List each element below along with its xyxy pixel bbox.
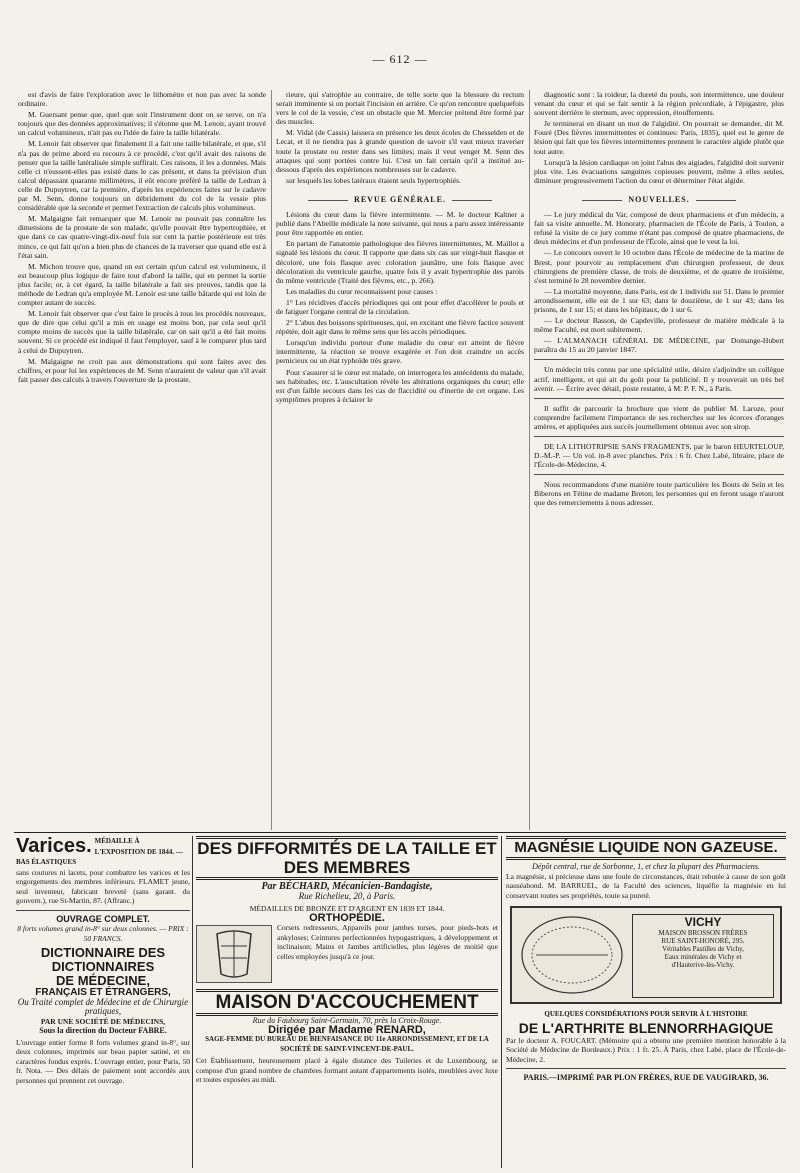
paragraph: diagnostic sont : la roideur, la dureté du pouls, son intermittence, une douleur venant du cœur et qui se fait sentir à la région précordiale, à l'épigastre, plus souvent derrière le sternum, avec oppression, étouffements. [534, 90, 784, 118]
bechard-medals: MÉDAILLES DE BRONZE ET D'ARGENT EN 1839 ET 1844. [249, 904, 445, 913]
ad-sub: 8 forts volumes grand in-8° sur deux colonnes. — PRIX : 50 FRANCS. [17, 924, 189, 943]
ortho-text: Corsets redresseurs, Appareils pour jambes torses, pour pieds-bots et ankyloses; Ceintures perfectionnées hypogastriques, à développement et inclinaison; Mains et Jambes artificielles, plus légères de moitié que celles employées jusqu'à ce jour. [277, 923, 498, 961]
dict-title-4: Ou Traité complet de Médecine et de Chirurgie pratiques, [17, 996, 189, 1016]
paragraph: Il suffit de parcourir la brochure que vient de publier M. Laroze, pour comprendre facilement l'importance de ses recherches sur les écorces d'oranges amères, et appliquées aux succès journellement obtenus avec son sirop. [534, 403, 784, 431]
news-item: — L'ALMANACH GÉNÉRAL DE MÉDECINE, par Domange-Hubert paraîtra du 15 au 20 janvier 1847. [534, 336, 784, 355]
dict-title-3: FRANÇAIS ET ÉTRANGERS, [35, 987, 171, 998]
ad-divider [192, 836, 193, 1168]
paragraph: Je terminerai en disant un mot de l'algidité. On pourrait se demander, dit M. Fouré (Des fièvres intermittentes et continues: Paris, 1835), quel est le genre de lésion qui fait que les fièvres intermittentes prennent le caractère algide plutôt que tout autre. [534, 119, 784, 156]
news-item: — Le docteur Basson, de Capdeville, professeur de matière médicale à la même Faculté, est mort subitement. [534, 316, 784, 335]
column-3 [534, 90, 784, 832]
news-item: — Le concours ouvert le 10 octobre dans l'École de médecine de la marine de Brest, pour pourvoir au remplacement d'un chirurgien professeur, de deux chirurgiens de première classe, de trois de deuxième, et de quatre de troisième, s'est terminé le 28 novembre dernier. [534, 248, 784, 285]
ad-magnesie-vichy-arthrite [506, 836, 786, 1166]
ad-varices-dictionnaire [16, 836, 190, 1166]
bechard-name: Par BÉCHARD, Mécanicien-Bandagiste, [261, 881, 433, 892]
paragraph: Pour s'assurer si le cœur est malade, on interrogera les antécédents du malade, ses habitudes, etc. L'auscultation révèle les altérations organiques du cœur; elle est d'un faible secours dans les cas de flaccidité ou d'inertie de cet organe. Les symptômes propres à éclairer le [276, 367, 524, 404]
vichy-line: Véritables Pastilles de Vichy, [662, 945, 744, 953]
maison-dirigee: Dirigée par Madame RENARD, [268, 1023, 426, 1036]
magnesie-text: La magnésie, si précieuse dans une foule de circonstances, était rebutée à cause de son goût nauséabond. M. BARRUEL, de la Faculté des sciences, liquéfie la magnésie en lui conservant toutes ses propriétés, toute sa pureté. [506, 871, 786, 900]
maison-address: Rue du Faubourg Saint-Germain, 70, près la Croix-Rouge. [252, 1016, 442, 1025]
paragraph: M. Lenoir fait observer que finalement il a fait une taille bilatérale, et que, s'il n'a pas de prime abord eu recours à ce procédé, c'est qu'il avait des raisons de penser que la taille latéralisée simple suffirait. Ces raisons, il les a données. Mais celle ci n'eussent-elles pas existé dans le cas présent, et dans la prévision d'un calcul dépassant quarante millimètres, il eût encore préféré la taille de Ledran à celle de Dupuytren, car la première, d'après les expériences faites sur le cadavre par M. Senn, donne toujours un débridement du col de la vessie plus considérable que la seconde et permet l'extraction de calculs plus volumineux. [18, 139, 266, 213]
corset-icon [197, 926, 271, 982]
paragraph: Lorsqu'à la lésion cardiaque on joint l'abus des aigiades, l'algidité doit survenir plus vite. Les évacuations sanguines copieuses peuvent, même à elles seules, diminuer progressivement l'action du cœur et déterminer l'état algide. [534, 157, 784, 185]
paragraph: sur lesquels les lobes latéraux étaient seuls hypertrophiés. [286, 175, 462, 185]
dict-direction: Sous la direction du Docteur FABRE. [39, 1026, 167, 1035]
divider [534, 359, 784, 360]
paragraph: Lésions du cœur dans la fièvre intermittente. — M. le docteur Kaltner a publié dans l'Abeille médicale la note suivante, qui nous a paru assez intéressante pour être rapportée en entier. [276, 210, 524, 238]
dict-by: PAR UNE SOCIÉTÉ DE MÉDECINS, [40, 1016, 166, 1026]
ad-bechard-maison [196, 836, 498, 1166]
section-title-revue: REVUE GÉNÉRALE. [276, 195, 524, 204]
arthrite-intro: QUELQUES CONSIDÉRATIONS POUR SERVIR À L'HISTOIRE [544, 1010, 748, 1018]
bechard-address: Rue Richelieu, 20, à Paris. [298, 890, 396, 901]
ad-title-magnesie: MAGNÉSIE LIQUIDE NON GAZEUSE. [506, 836, 786, 860]
divider [506, 1068, 786, 1069]
paragraph: M. Malgaigne ne croit pas aux démonstrations qui sont faites avec des chiffres, et pour lui les expériences de M. Senn n'auraient de valeur que s'il avait fait passer des calculs à travers l'ouverture de la prostate. [18, 356, 266, 384]
divider [534, 436, 784, 437]
vichy-title: VICHY [684, 915, 722, 929]
vichy-line: RUE SAINT-HONORÉ, 295. [661, 937, 745, 945]
vichy-line: Eaux minérales de Vichy et [664, 953, 742, 961]
magnesie-depot: Dépôt central, rue de Sorbonne, 1, et chez la plupart des Pharmaciens. [532, 862, 760, 871]
paragraph: Nous recommandons d'une manière toute particulière les Bouts de Sein et les Biberons en Tétine de madame Breton; les personnes qui en feront usage n'auront que des remerciements à nous adresser. [534, 480, 784, 508]
ad-title-difformites: DES DIFFORMITÉS DE LA TAILLE ET DES MEMBRES [196, 836, 498, 880]
ad-text: sans coutures ni lacets, pour combattre les varices et les engorgements des membres inférieurs. FLAMET jeune, seul inventeur, fabricant breveté (sans garant. du gouvern.), rue St-Martin, 87. (Affranc.) [16, 867, 190, 905]
ad-divider [501, 836, 502, 1168]
ad-subtitle: MÉDAILLE À L'EXPOSITION DE 1844. — BAS ÉLASTIQUES [16, 837, 183, 866]
divider [534, 398, 784, 399]
vichy-label [632, 914, 774, 998]
paragraph: DE LA LITHOTRIPSIE SANS FRAGMENTS, par le baron HEURTELOUP, D.-M.-P. — Un vol. in-8 avec planches. Prix : 6 fr. Chez Labé, libraire, place de l'École-de-Médecine, 4. [534, 442, 784, 470]
paragraph: est d'avis de faire l'exploration avec le lithomètre et non pas avec la sonde ordinaire. [18, 90, 266, 109]
paragraph: M. Lenoir fait observer que c'est faire le procès à tous les procédés nouveaux, que de dire que celui qu'il a mis en usage est moins bon, par cela seul qu'il compte moins de succès que la taille bilatérale, car on sait qu'il a été fait moins souvent. Si ce procédé est indiqué il faut l'employer, sauf à le comparer plus tard à celui de Dupuytren. [18, 309, 266, 355]
ad-heading: OUVRAGE COMPLET. [56, 913, 150, 924]
divider [534, 474, 784, 475]
maison-text: Cet Établissement, heureusement placé à égale distance des Tuileries et du Luxembourg, se compose d'un grand nombre de chambres formant autant d'appartements isolés, meublées avec luxe et toutes exposées au midi. [196, 1056, 498, 1084]
paragraph: 1° Les récidives d'accès périodiques qui ont pour effet d'accélérer le pouls et de fatiguer l'organe central de la circulation. [276, 297, 524, 316]
dict-title-2: DE MÉDECINE, [56, 973, 150, 988]
paragraph: rieure, qui s'atrophie au contraire, de telle sorte que la blessure du rectum serait imminente si on portait l'incision en arrière. Ce qu'on rencontre quelquefois vers le col de la vessie, c'est un obstacle que M. Mercier prétend être formé par des muscles. [276, 90, 524, 127]
column-divider [271, 90, 272, 830]
news-item: — Le jury médical du Var, composé de deux pharmaciens et d'un médecin, a fait sa visite annuelle. M. Honoraty, pharmacien de l'École de Paris, à Toulon, a refusé la visite de ce jury comme n'étant pas composé de quatre pharmaciens, de deux médecins et d'un professeur de l'École, ainsi que le veut la loi. [534, 210, 784, 247]
column-1 [18, 90, 266, 832]
dict-text: L'ouvrage entier forme 8 forts volumes grand in-8°, sur deux colonnes, imprimés sur beau papier satiné, et en caractères fondus exprès. L'ouvrage entier, pour Paris, 50 fr. Nota. — Des délais de paiement sont accordés aux personnes qui prennent cet ouvrage. [16, 1037, 190, 1085]
column-divider [529, 90, 530, 830]
paragraph: M. Guersant pense que, quel que soit l'instrument dont on se serve, on n'a toujours que des données approximatives; il s'étonne que M. Lenoir, ayant trouvé un calcul volumineux, n'ait pas eu l'idée de faire la taille bilatérale. [18, 110, 266, 138]
paragraph: M. Michon trouve que, quand on est certain qu'un calcul est volumineux, il est beaucoup plus logique de faire tout d'abord la taille, qui en permet la sortie plus facile; or, à cet égard, la taille bilatérale a fait ses preuves, tandis que la méthode de Ledran qu'a employée M. Lenoir est une taille bâtarde qui est loin de compter autant de succès. [18, 261, 266, 308]
ad-title-arthrite: DE L'ARTHRITE BLENNORRHAGIQUE [518, 1019, 774, 1036]
imprint: PARIS.—IMPRIMÉ PAR PLON FRÈRES, RUE DE VAUGIRARD, 36. [523, 1073, 769, 1082]
divider [16, 910, 190, 911]
paragraph: Lorsqu'un individu porteur d'une maladie du cœur est atteint de fièvre intermittente, la réaction se trouve exagérée et l'on doit craindre un accès pernicieux ou un état typhoïde très grave. [276, 338, 524, 366]
paragraph: M. Vidal (de Cassis) laissera en présence les deux écoles de Chesselden et de Lecat, et il ne tiendra pas à grande question de savoir s'il vaut mieux traverser toute la prostate ou rester dans ses limites; mais il veut venger M. Senn des attaques qui sont portées contre lui. C'est un fait certain qu'il a institué au-dessous d'après des expériences nombreuses sur le cadavre. [276, 128, 524, 174]
section-title-nouvelles: NOUVELLES. [534, 195, 784, 204]
paragraph: 2° L'abus des boissons spiritueuses, qui, en excitant une fièvre factice souvent répétée, doit agir dans le même sens que les accès périodiques. [276, 318, 524, 337]
ad-title-varices: Varices. [16, 836, 92, 857]
paragraph: M. Malgaigne fait remarquer que M. Lenoir ne pouvait pas connaître les dimensions de la prostate de son malade, qu'elle pouvait être hypertrophiée, et que dans ce cas quatre-vingt-dix-neuf fois sur cent la partie postérieure est très mince, ce qui fait qu'on a bien plus de chances de la traverser que quand elle est à l'état sain. [18, 214, 266, 260]
ads-top-rule [14, 832, 786, 833]
vichy-line: MAISON BROSSON FRÈRES [658, 929, 748, 937]
ad-title-maison: MAISON D'ACCOUCHEMENT [196, 989, 498, 1016]
paragraph: Les maladies du cœur reconnaissent pour causes : [286, 286, 438, 296]
paragraph: Un médecin très connu par une spécialité utile, désire s'adjoindre un collègue actif, intelligent, et qui ait du goût pour la publicité. Il y trouverait un très bel avenir. — Écrire avec détail, poste restante, à M. P. F. N., à Paris. [534, 365, 784, 393]
maison-sage-femme: SAGE-FEMME DU BUREAU DE BIENFAISANCE DU 11e ARRONDISSEMENT, ET DE LA SOCIÉTÉ DE SAINT-VINCENT-DE-PAUL. [205, 1035, 489, 1053]
vichy-label-illustration [510, 906, 782, 1004]
vichy-line: d'Hauterive-lès-Vichy. [671, 961, 735, 969]
column-2 [276, 90, 524, 832]
page-number: — 612 — [372, 52, 428, 66]
vichy-bottle-icon [516, 910, 628, 1000]
dict-title: DICTIONNAIRE DES DICTIONNAIRES [40, 945, 166, 974]
news-item: — La mortalité moyenne, dans Paris, est de 1 individu sur 51. Dans le premier arrondissement, elle est de 1 sur 63; dans le douzième, de 1 sur 43; dans les prisons, de 1 sur 15; et dans les hôpitaux, de 1 sur 6. [534, 286, 784, 314]
orthopedic-corset-illustration [196, 925, 272, 983]
ortho-title: ORTHOPÉDIE. [309, 911, 385, 924]
paragraph: En partant de l'anatomie pathologique des fièvres intermittentes, M. Maillot a signalé les lésions du cœur. Il rapporte que dans six cas sur vingt-huit flasque et décoloré, une fois flasque avec coloration jaunâtre, une fois flasque avec décoloration du ventricule gauche, quatre fois il y avait hypertrophie des parois du même ventricule (Traité des fièvres, etc., p. 266). [276, 239, 524, 285]
arthrite-text: Par le docteur A. FOUCART. (Mémoire qui a obtenu une première mention honorable à la Société de Médecine de Bordeaux.) Prix : 1 fr. 25. À Paris, chez Labé, place de l'École-de-Médecine, 2. [506, 1035, 786, 1064]
